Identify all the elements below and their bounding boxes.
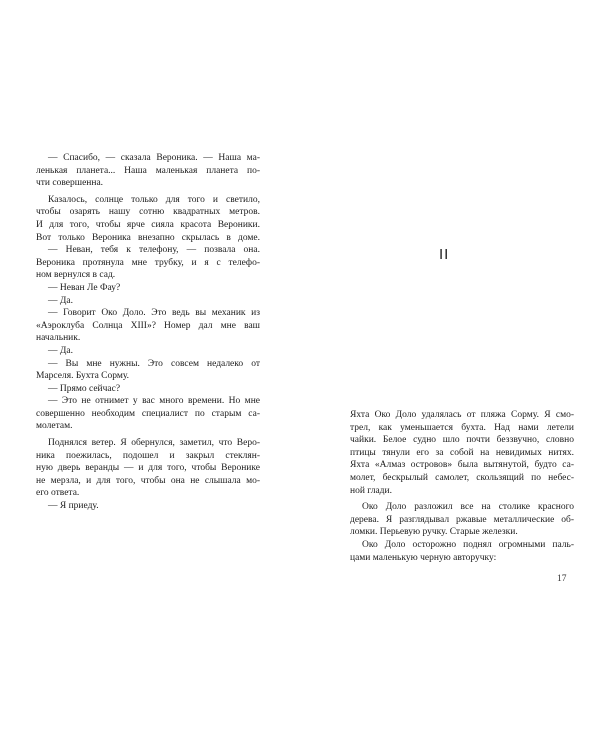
text-line: цами маленькую черную авторучку: (350, 552, 497, 563)
left-text-column (36, 152, 260, 513)
text-line: Вот только Вероника внезапно скрылась в доме. (36, 232, 260, 243)
text-line: его ответа. (36, 488, 80, 499)
text-line: И для того, чтобы ярче сияла красота Вероники. (36, 219, 260, 230)
text-line: — Я приеду. (48, 501, 99, 512)
right-text-column (350, 409, 574, 564)
text-line: ном вернулся в сад. (36, 270, 116, 281)
text-line: — Да. (48, 345, 73, 356)
text-line: «Аэроклуба Солнца XIII»? Номер дал мне ваш (36, 320, 260, 331)
text-line: Око Доло разложил все на столике красного (362, 502, 574, 513)
text-line: птицы тянули его за собой на невидимых нитях. (350, 447, 574, 458)
text-line: совершенно необходим специалист по старым са- (36, 408, 260, 419)
chapter-numeral: II (439, 246, 450, 263)
text-line: ломки. Перьевую ручку. Старые железки. (350, 527, 518, 538)
right-page (300, 0, 600, 750)
text-line: — Спасибо, — сказала Вероника. — Наша ма- (48, 153, 260, 163)
text-line: чти совершенна. (36, 178, 104, 189)
text-line: дерева. Я разглядывал ржавые металлические об- (350, 514, 574, 525)
text-line: ленькая планета... Наша маленькая планета по- (36, 165, 260, 176)
text-line: — Говорит Око Доло. Это ведь вы механик из (48, 308, 260, 319)
page-number: 17 (557, 574, 567, 584)
text-line: — Неван, тебя к телефону, — позвала она. (48, 245, 260, 256)
text-line: начальник. (36, 333, 81, 344)
text-line: — Да. (48, 295, 73, 306)
text-line: Яхта «Алмаз островов» была вытянутой, будто са- (350, 460, 574, 471)
text-line: трел, как уменьшается бухта. Над нами летели (350, 422, 574, 433)
text-line: чтобы озарять нашу сотню квадратных метров. (36, 207, 260, 218)
text-line: Яхта Око Доло удалялась от пляжа Сорму. Я смо- (350, 410, 574, 420)
text-line: Око Доло осторожно поднял огромными паль- (362, 539, 574, 550)
text-line: молетам. (36, 421, 73, 432)
text-line: не мерзла, и для того, чтобы она не слышала мо- (36, 475, 260, 486)
text-line: Марселя. Бухта Сорму. (36, 371, 130, 382)
text-line: молет, бескрылый самолет, скользящий по небес- (350, 472, 574, 483)
text-line: — Это не отнимет у вас много времени. Но мне (48, 396, 260, 407)
text-line: Казалось, солнце только для того и светило, (48, 194, 260, 205)
text-line: Вероника протянула мне трубку, и я с телефо- (36, 257, 260, 268)
text-line: чайки. Белое судно шло почти беззвучно, словно (350, 435, 574, 446)
text-line: — Прямо сейчас? (48, 383, 121, 394)
text-line: ной глади. (350, 485, 392, 496)
text-line: — Вы мне нужны. Это совсем недалеко от (48, 358, 260, 369)
text-line: ника поежилась, подошел и закрыл стеклян- (36, 450, 260, 461)
text-line: — Неван Ле Фау? (48, 282, 121, 293)
text-line: Поднялся ветер. Я обернулся, заметил, что Веро- (48, 438, 260, 449)
text-line: ную дверь веранды — и для того, чтобы Веронике (36, 463, 260, 474)
